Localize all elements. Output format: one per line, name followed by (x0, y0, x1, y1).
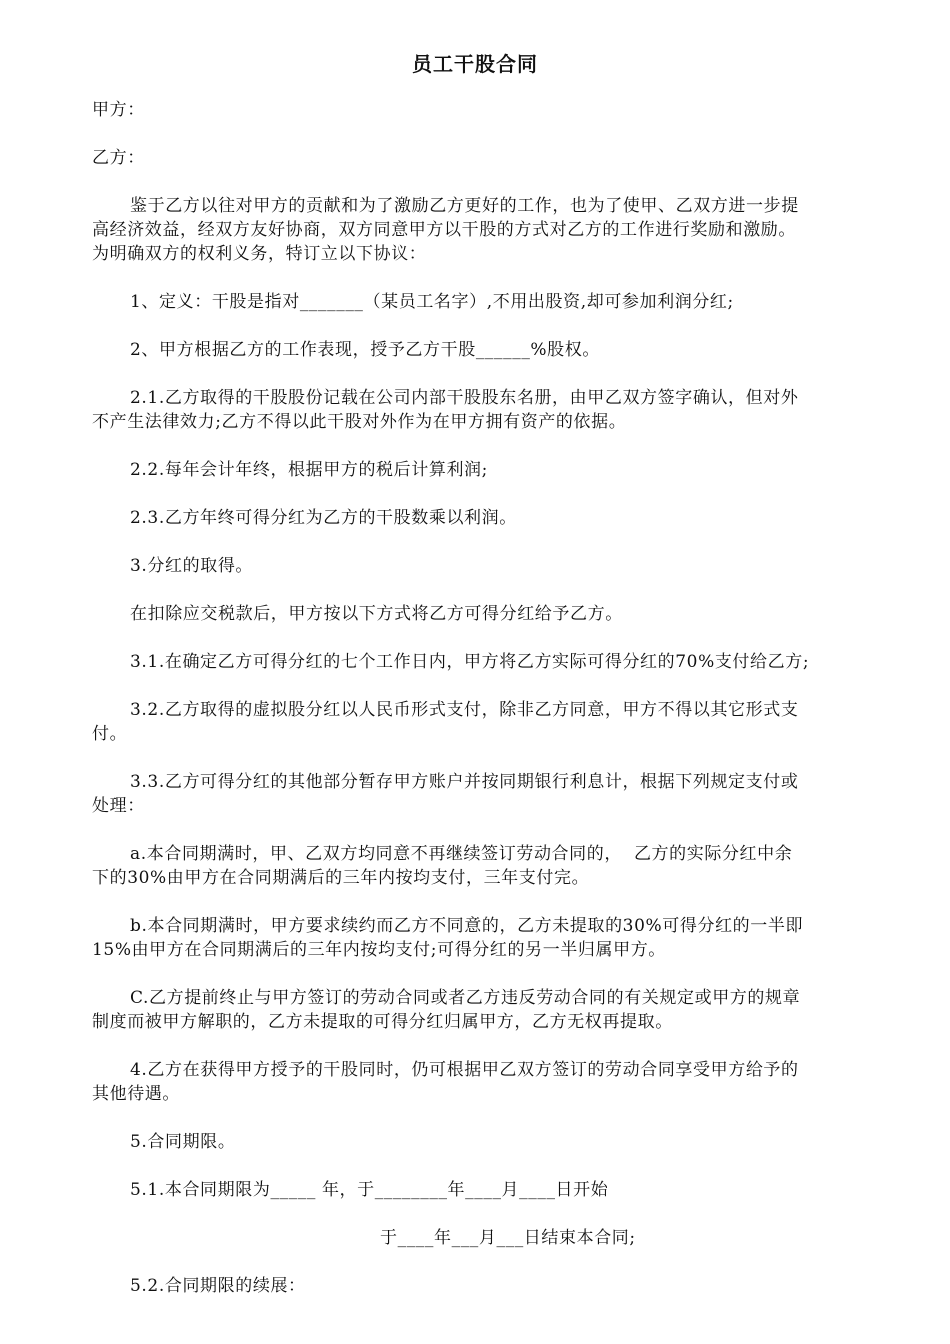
clause-5-1-start: 5.1.本合同期限为_____ 年，于________年____月____日开始 (130, 1180, 609, 1200)
preamble-line: 鉴于乙方以往对甲方的贡献和为了激励乙方更好的工作，也为了使甲、乙双方进一步提 (130, 196, 799, 216)
clause-4-line: 其他待遇。 (92, 1084, 180, 1104)
clause-3-1: 3.1.在确定乙方可得分红的七个工作日内，甲方将乙方实际可得分红的70%支付给乙方; (130, 652, 810, 672)
clause-3-3-line: 3.3.乙方可得分红的其他部分暂存甲方账户并按同期银行利息计，根据下列规定支付或 (130, 772, 799, 792)
clause-3-2-line: 3.2.乙方取得的虚拟股分红以人民币形式支付，除非乙方同意，甲方不得以其它形式支 (130, 700, 799, 720)
clause-3-2-line: 付。 (92, 724, 128, 744)
clause-2-1-line: 不产生法律效力;乙方不得以此干股对外作为在甲方拥有资产的依据。 (92, 412, 627, 432)
clause-3-heading: 3.分红的取得。 (130, 556, 254, 576)
document-title: 员工干股合同 (412, 52, 538, 76)
clause-3-intro: 在扣除应交税款后，甲方按以下方式将乙方可得分红给予乙方。 (130, 604, 623, 624)
clause-b-line: b.本合同期满时，甲方要求续约而乙方不同意的，乙方未提取的30%可得分红的一半即 (130, 916, 804, 936)
party-a-label: 甲方： (92, 100, 145, 120)
clause-b-line: 15%由甲方在合同期满后的三年内按均支付;可得分红的另一半归属甲方。 (92, 940, 666, 960)
clause-c-line: 制度而被甲方解职的，乙方未提取的可得分红归属甲方，乙方无权再提取。 (92, 1012, 673, 1032)
clause-a-line: 下的30%由甲方在合同期满后的三年内按均支付，三年支付完。 (92, 868, 590, 888)
clause-5-heading: 5.合同期限。 (130, 1132, 236, 1152)
clause-3-3-line: 处理： (92, 796, 145, 816)
clause-2-share-grant: 2、甲方根据乙方的工作表现，授予乙方干股______%股权。 (130, 340, 600, 360)
clause-a-line: a.本合同期满时，甲、乙双方均同意不再继续签订劳动合同的， 乙方的实际分红中余 (130, 844, 793, 864)
preamble-line: 为明确双方的权利义务，特订立以下协议： (92, 244, 427, 264)
clause-4-line: 4.乙方在获得甲方授予的干股同时，仍可根据甲乙双方签订的劳动合同享受甲方给予的 (130, 1060, 799, 1080)
clause-2-3: 2.3.乙方年终可得分红为乙方的干股数乘以利润。 (130, 508, 517, 528)
party-b-label: 乙方： (92, 148, 145, 168)
clause-c-line: C.乙方提前终止与甲方签订的劳动合同或者乙方违反劳动合同的有关规定或甲方的规章 (130, 988, 801, 1008)
clause-1-definition: 1、定义：干股是指对_______（某员工名字）,不用出股资,却可参加利润分红; (130, 292, 734, 312)
clause-2-2: 2.2.每年会计年终，根据甲方的税后计算利润; (130, 460, 488, 480)
preamble-line: 高经济效益，经双方友好协商，双方同意甲方以干股的方式对乙方的工作进行奖励和激励。 (92, 220, 796, 240)
clause-2-1-line: 2.1.乙方取得的干股股份记载在公司内部干股股东名册，由甲乙双方签字确认，但对外 (130, 388, 799, 408)
clause-5-1-end: 于____年___月___日结束本合同; (380, 1228, 636, 1248)
clause-5-2-heading: 5.2.合同期限的续展： (130, 1276, 306, 1296)
